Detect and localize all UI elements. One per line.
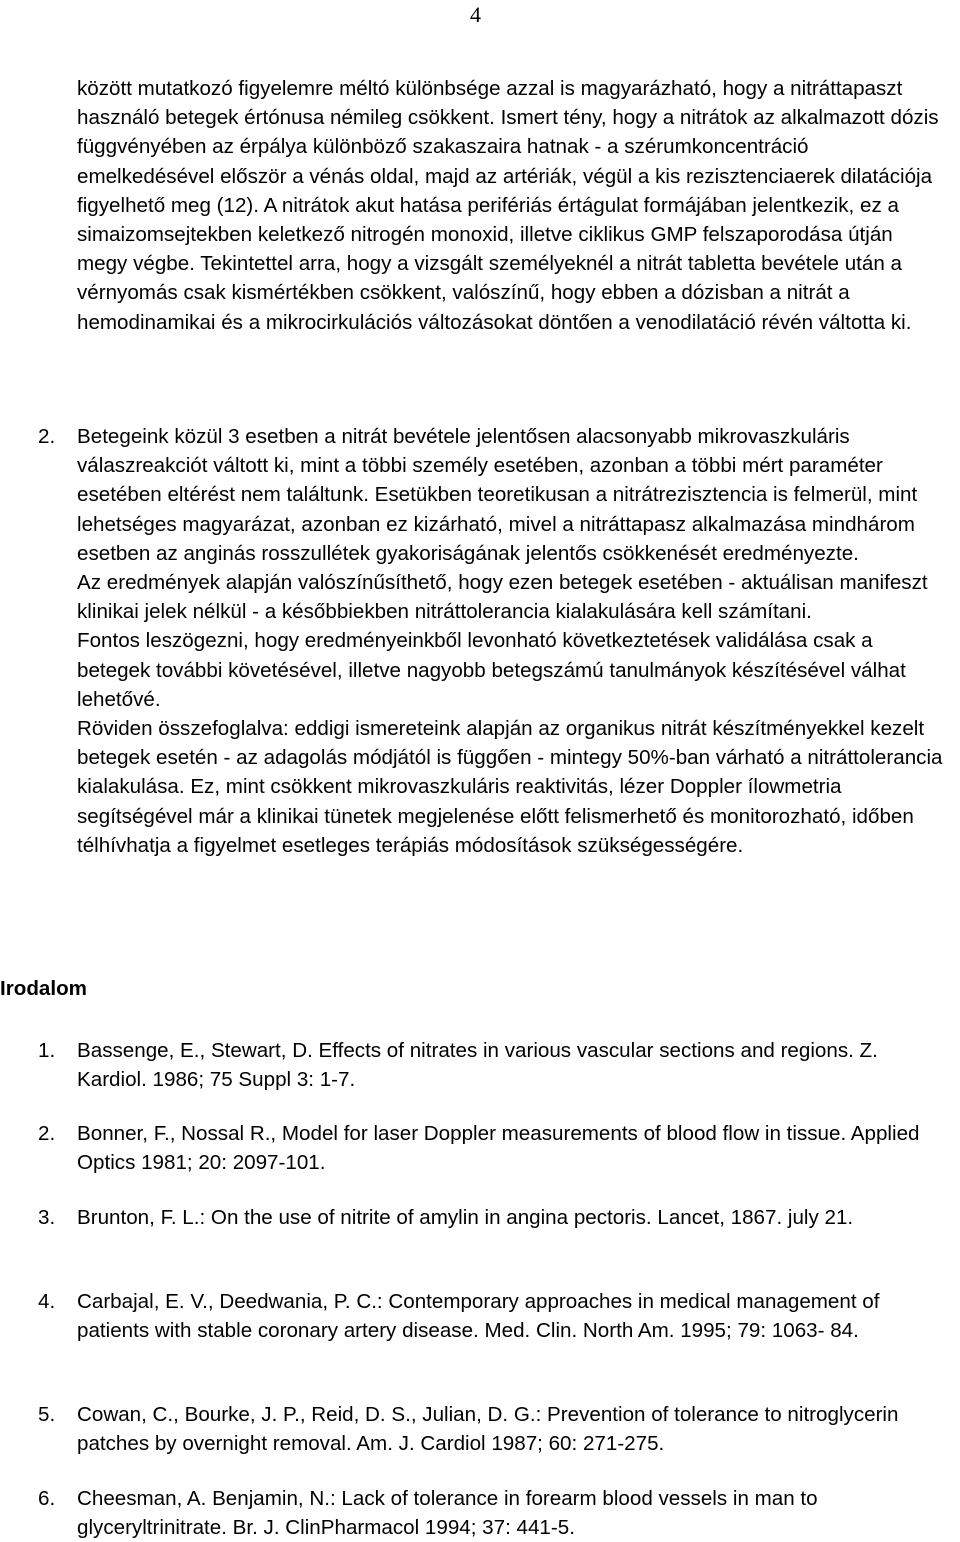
reference-number: 4. [38,1290,56,1313]
item-paragraph: Fontos leszögezni, hogy eredményeinkből levonható következtetések validálása csak a betegek további követésével, illetve nagyobb betegszámú tanulmányok készítésével válhat lehetővé. [77,629,906,711]
reference-text: Carbajal, E. V., Deedwania, P. C.: Contemporary approaches in medical management of patients with stable coronary artery disease. Med. Clin. North Am. 1995; 79: 1063- 84. [77,1290,880,1343]
item-paragraph: Röviden összefoglalva: eddigi ismereteink alapján az organikus nitrát készítményekkel kezelt betegek esetén - az adagolás módjától is függően - mintegy 50%-ban várható a nitráttolerancia kialakulása. Ez, mint csökkent mikrovaszkuláris reaktivitás, lézer Doppler ílowmetria segítségével már a klinikai tünetek megjelenése előtt felismerhető és monitorozható, időben télhívhatja a figyelmet esetleges terápiás módosítások szükségességére. [77,717,943,857]
item-number: 2. [38,425,56,448]
page-number: 4 [470,2,481,27]
paragraph-1: között mutatkozó figyelemre méltó különbsége azzal is magyarázható, hogy a nitráttapaszt használó betegek értónusa némileg csökkent. Ismert tény, hogy a nitrátok az alkalmazott dózis függvényében az érpálya különböző szakaszaira hatnak - a szérumkoncentráció emelkedésével először a vénás oldal, majd az artériák, végül a kis rezisztenciaerek dilatációja figyelhető meg (12). A nitrátok akut hatása perifériás értágulat formájában jelentkezik, ez a simaizomsejtekben keletkező nitrogén monoxid, illetve ciklikus GMP felszaporodása útján megy végbe. Tekintettel arra, hogy a vizsgált személyeknél a nitrát tabletta bevétele után a vérnyomás csak kismértékben csökkent, valószínű, hogy ebben a dózisban a nitrát a hemodinamikai és a mikrocirkulációs változásokat döntően a venodilatáció révén váltotta ki. [77,77,939,334]
reference-text: Cheesman, A. Benjamin, N.: Lack of tolerance in forearm blood vessels in man to glyceryltrinitrate. Br. J. ClinPharmacol 1994; 37: 441-5. [77,1487,818,1540]
reference-text: Cowan, C., Bourke, J. P., Reid, D. S., Julian, D. G.: Prevention of tolerance to nitroglycerin patches by overnight removal. Am. J. Cardiol 1987; 60: 271-275. [77,1403,899,1456]
reference-number: 5. [38,1403,56,1426]
reference-number: 1. [38,1039,56,1062]
item-paragraph: Az eredmények alapján valószínűsíthető, hogy ezen betegek esetében - aktuálisan manifeszt klinikai jelek nélkül - a későbbiekben nitráttolerancia kialakulására kell számítani. [77,571,928,624]
item-paragraph: Betegeink közül 3 esetben a nitrát bevétele jelentősen alacsonyabb mikrovaszkuláris válaszreakciót váltott ki, mint a többi személy esetében, azonban a többi mért paraméter esetében eltérést nem találtunk. Esetükben teoretikusan a nitrátrezisztencia is felmerül, mint lehetséges magyarázat, azonban ez kizárható, mivel a nitráttapasz alkalmazása mindhárom esetben az anginás rosszullétek gyakoriságának jelentős csökkenését eredményezte. [77,425,918,565]
reference-number: 6. [38,1487,56,1510]
reference-number: 3. [38,1206,56,1229]
item-body [77,422,947,860]
reference-number: 2. [38,1122,56,1145]
reference-text: Brunton, F. L.: On the use of nitrite of amylin in angina pectoris. Lancet, 1867. july 21. [77,1206,854,1229]
reference-text: Bassenge, E., Stewart, D. Effects of nitrates in various vascular sections and regions. Z. Kardiol. 1986; 75 Suppl 3: 1-7. [77,1039,878,1092]
section-heading: Irodalom [0,977,87,1000]
reference-text: Bonner, F., Nossal R., Model for laser Doppler measurements of blood flow in tissue. Applied Optics 1981; 20: 2097-101. [77,1122,920,1175]
